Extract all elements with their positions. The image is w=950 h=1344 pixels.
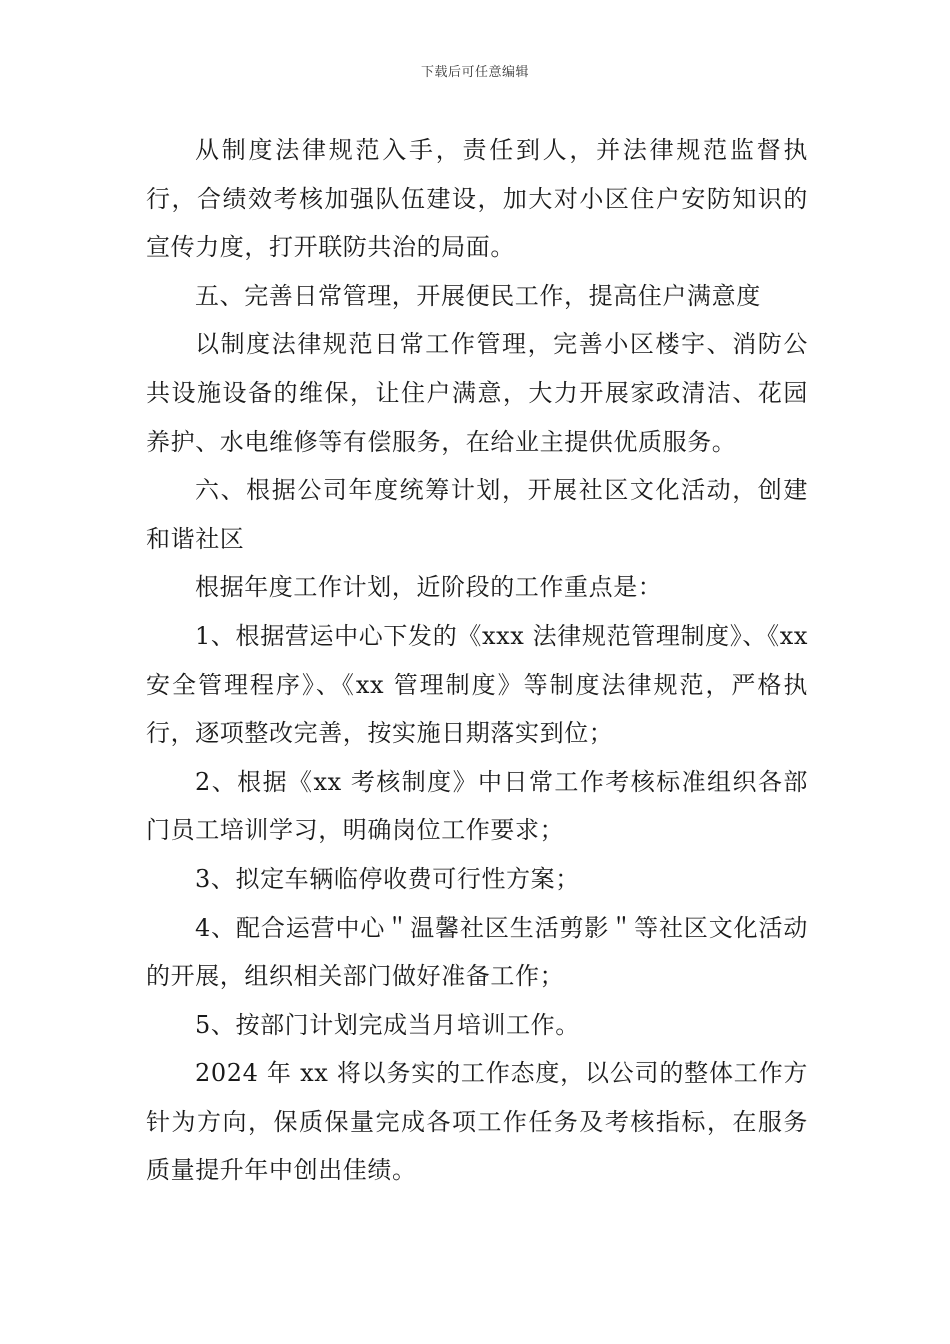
page-header: 下载后可任意编辑	[420, 65, 529, 80]
list-item-5: 5、按部门计划完成当月培训工作。	[195, 1010, 580, 1039]
list-item-2: 2、根据《xx 考核制度》中日常工作考核标准组织各部门员工培训学习，明确岗位工作要求；	[146, 767, 808, 845]
paragraph-work-focus-intro: 根据年度工作计划，近阶段的工作重点是：	[195, 573, 663, 602]
list-item-1: 1、根据营运中心下发的《xxx 法律规范管理制度》、《xx 安全管理程序》、《xx 管理制度》等制度法律规范，严格执行，逐项整改完善，按实施日期落实到位；	[146, 621, 808, 748]
paragraph-daily-management: 以制度法律规范日常工作管理，完善小区楼宇、消防公共设施设备的维保，让住户满意，大力开展家政清洁、花园养护、水电维修等有偿服务，在给业主提供优质服务。	[146, 330, 808, 456]
document-body	[146, 126, 808, 1195]
list-item-4: 4、配合运营中心＂温馨社区生活剪影＂等社区文化活动的开展，组织相关部门做好准备工作；	[146, 913, 808, 991]
section-heading-six: 六、根据公司年度统筹计划，开展社区文化活动，创建和谐社区	[146, 476, 808, 553]
paragraph-conclusion: 2024 年 xx 将以务实的工作态度，以公司的整体工作方针为方向，保质保量完成各项工作任务及考核指标，在服务质量提升年中创出佳绩。	[146, 1059, 808, 1185]
section-heading-five: 五、完善日常管理，开展便民工作，提高住户满意度	[195, 281, 761, 310]
list-item-3: 3、拟定车辆临停收费可行性方案；	[195, 864, 580, 893]
paragraph-institutional-responsibility: 从制度法律规范入手，责任到人，并法律规范监督执行，合绩效考核加强队伍建设，加大对小区住户安防知识的宣传力度，打开联防共治的局面。	[146, 136, 808, 262]
